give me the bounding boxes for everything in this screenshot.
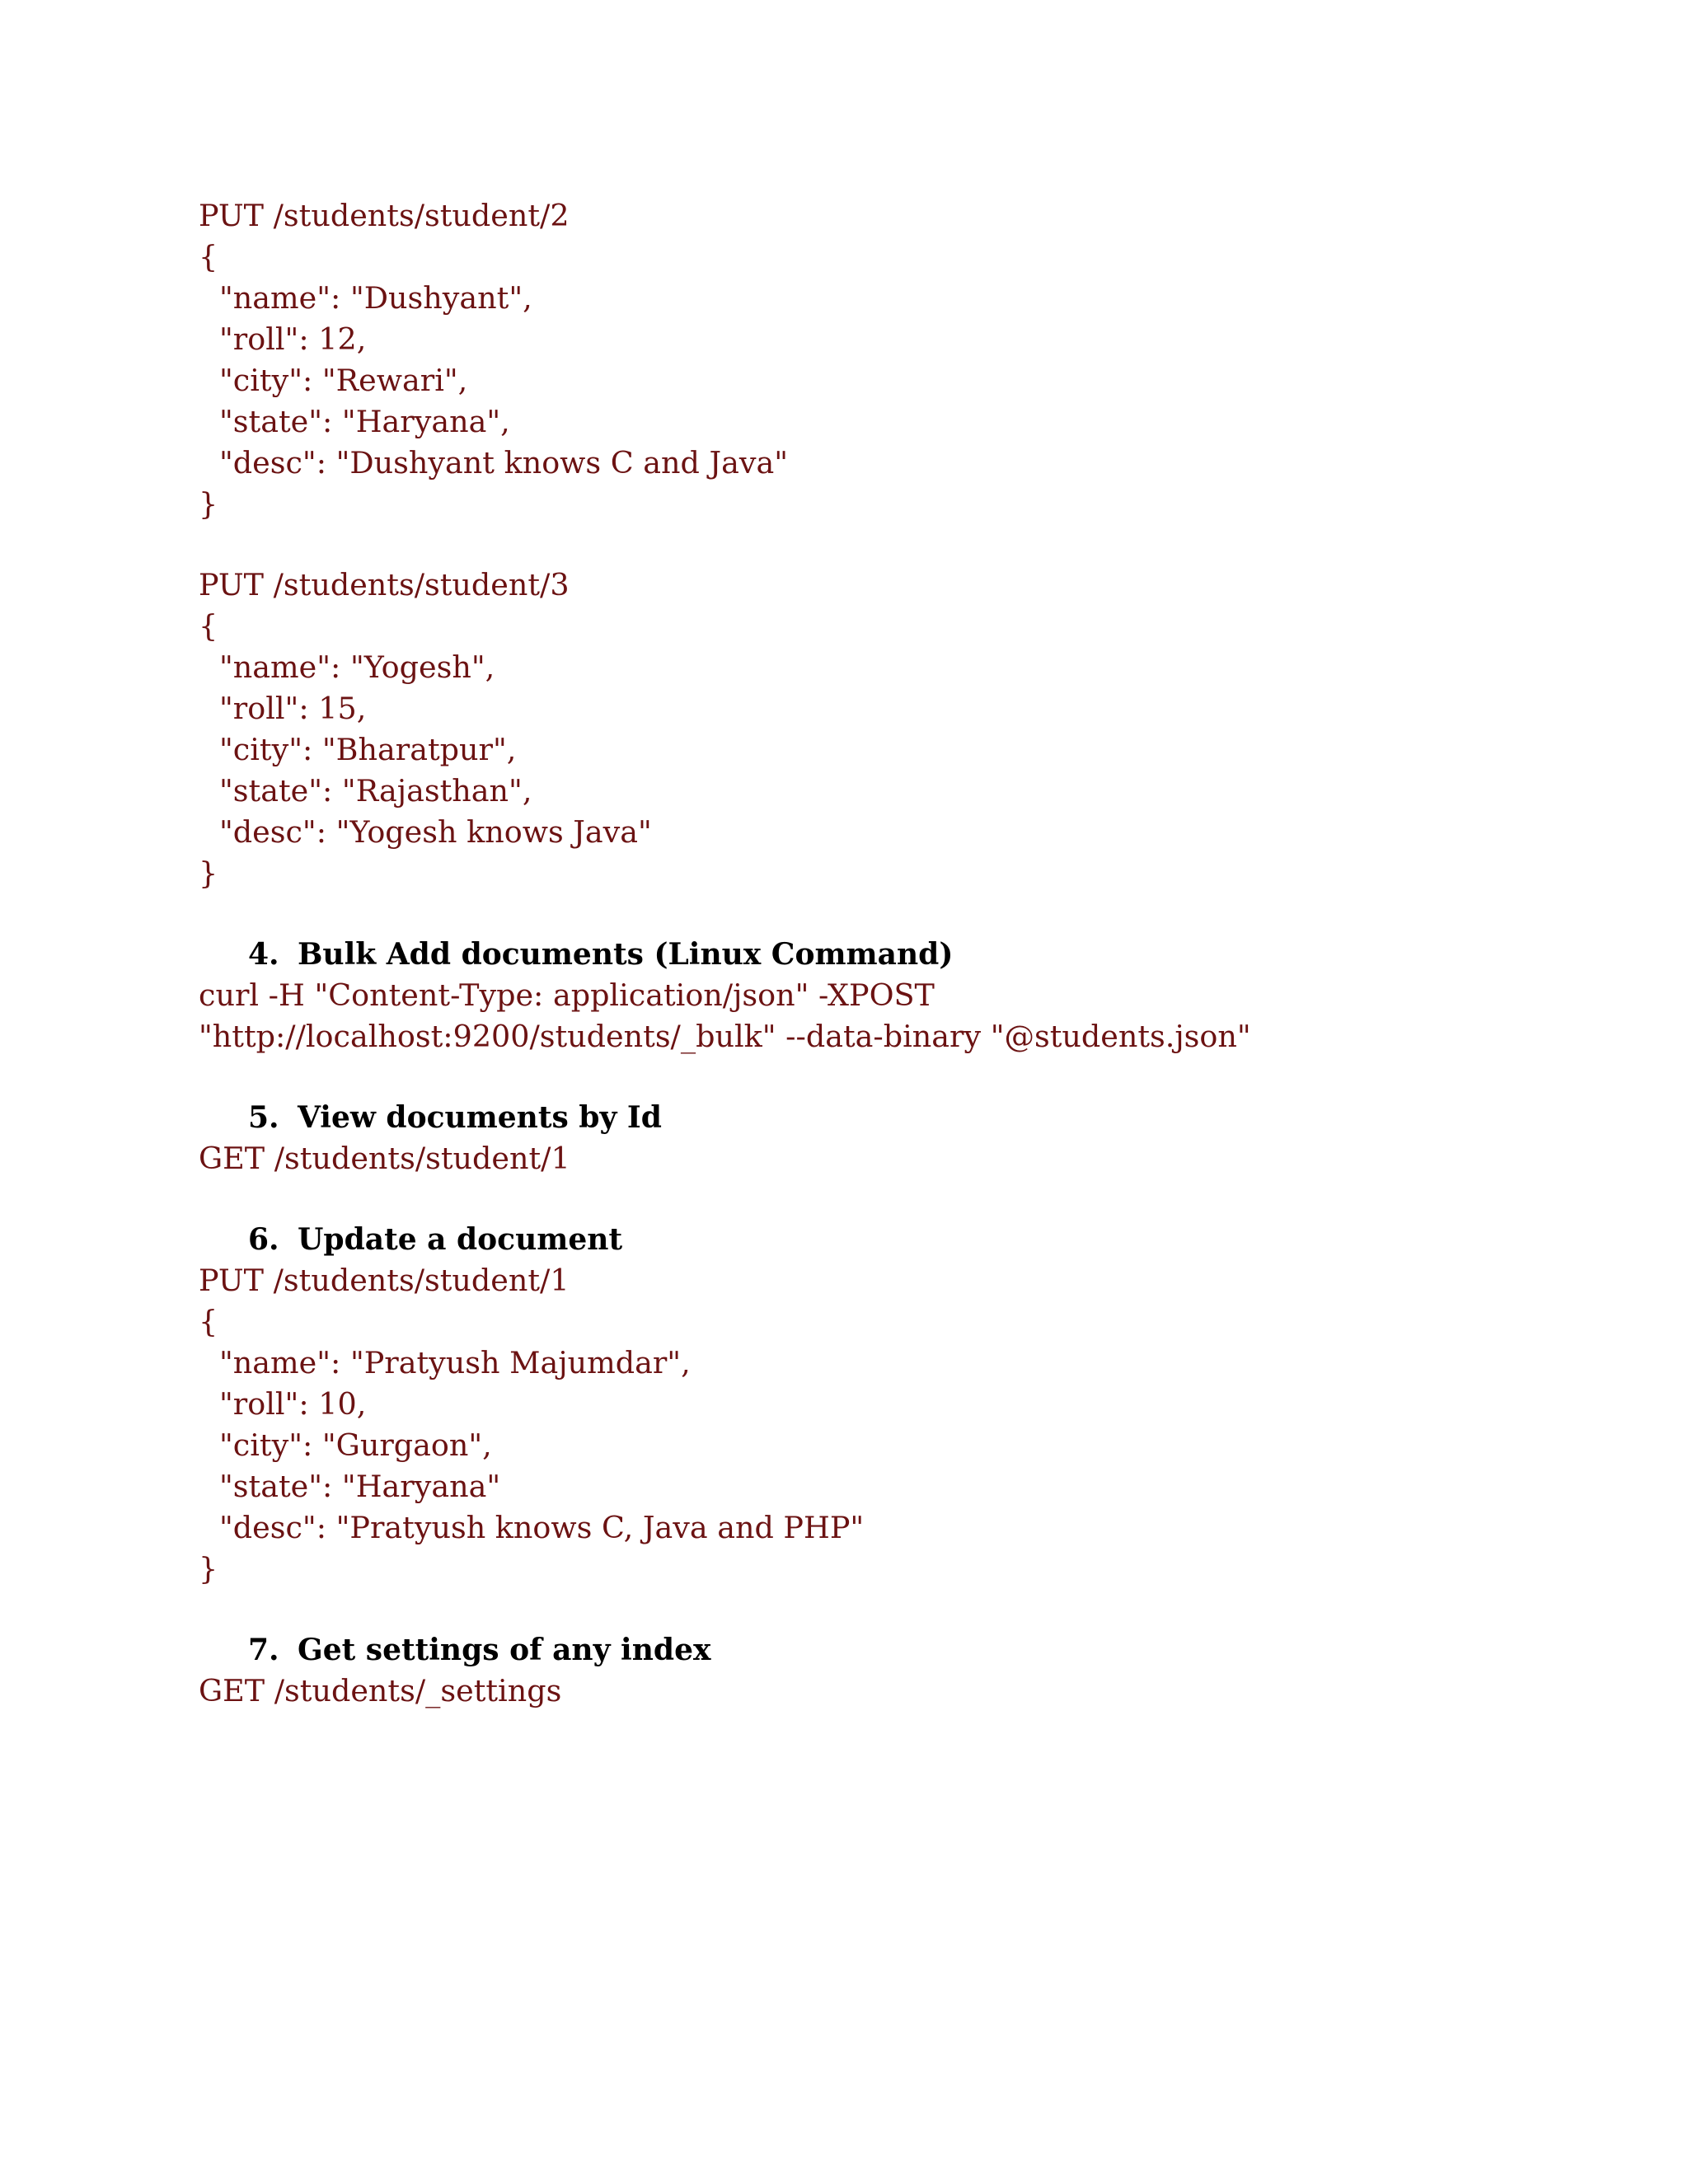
section-number: 6. bbox=[248, 1222, 279, 1257]
json-open-brace: { bbox=[199, 239, 218, 274]
section-number: 4. bbox=[248, 937, 279, 972]
command-line: curl -H "Content-Type: application/json" -XPOST bbox=[199, 977, 935, 1013]
spacer bbox=[199, 894, 1550, 934]
section-number: 5. bbox=[248, 1100, 279, 1135]
spacer bbox=[199, 1590, 1550, 1629]
command-line: "http://localhost:9200/students/_bulk" --data-binary "@students.json" bbox=[199, 1019, 1251, 1054]
json-field: "desc": "Pratyush knows C, Java and PHP" bbox=[219, 1510, 865, 1545]
json-field: "desc": "Yogesh knows Java" bbox=[219, 814, 652, 850]
section-title: View documents by Id bbox=[298, 1100, 662, 1135]
request-line: PUT /students/student/2 bbox=[199, 198, 570, 233]
json-field: "city": "Bharatpur", bbox=[219, 732, 517, 767]
section-title: Bulk Add documents (Linux Command) bbox=[298, 937, 954, 972]
section-heading bbox=[199, 1629, 1550, 1671]
json-field: "desc": "Dushyant knows C and Java" bbox=[219, 445, 789, 480]
document-content bbox=[199, 195, 1550, 1712]
json-field: "state": "Rajasthan", bbox=[219, 773, 532, 808]
json-field: "name": "Dushyant", bbox=[219, 280, 532, 316]
json-field: "state": "Haryana", bbox=[219, 404, 510, 439]
json-field: "city": "Gurgaon", bbox=[219, 1427, 492, 1463]
spacer bbox=[199, 1057, 1550, 1097]
json-field: "name": "Yogesh", bbox=[219, 649, 495, 685]
section-title: Update a document bbox=[298, 1222, 623, 1257]
json-field: "roll": 10, bbox=[219, 1386, 367, 1422]
json-close-brace: } bbox=[199, 1551, 218, 1586]
json-close-brace: } bbox=[199, 486, 218, 522]
spacer bbox=[199, 1179, 1550, 1219]
section-title: Get settings of any index bbox=[298, 1633, 711, 1667]
json-field: "state": "Haryana" bbox=[219, 1469, 501, 1504]
json-close-brace: } bbox=[199, 855, 218, 891]
section-number: 7. bbox=[248, 1633, 279, 1667]
json-field: "roll": 12, bbox=[219, 321, 367, 357]
json-field: "roll": 15, bbox=[219, 691, 367, 726]
json-open-brace: { bbox=[199, 1304, 218, 1339]
request-line: PUT /students/student/3 bbox=[199, 567, 570, 602]
request-line: GET /students/_settings bbox=[199, 1673, 562, 1708]
request-line: PUT /students/student/1 bbox=[199, 1263, 570, 1298]
spacer bbox=[199, 525, 1550, 565]
json-field: "city": "Rewari", bbox=[219, 363, 468, 398]
section-heading bbox=[199, 1219, 1550, 1260]
section-heading bbox=[199, 1097, 1550, 1138]
json-field: "name": "Pratyush Majumdar", bbox=[219, 1345, 691, 1380]
section-heading bbox=[199, 934, 1550, 975]
request-line: GET /students/student/1 bbox=[199, 1141, 570, 1176]
json-open-brace: { bbox=[199, 608, 218, 644]
